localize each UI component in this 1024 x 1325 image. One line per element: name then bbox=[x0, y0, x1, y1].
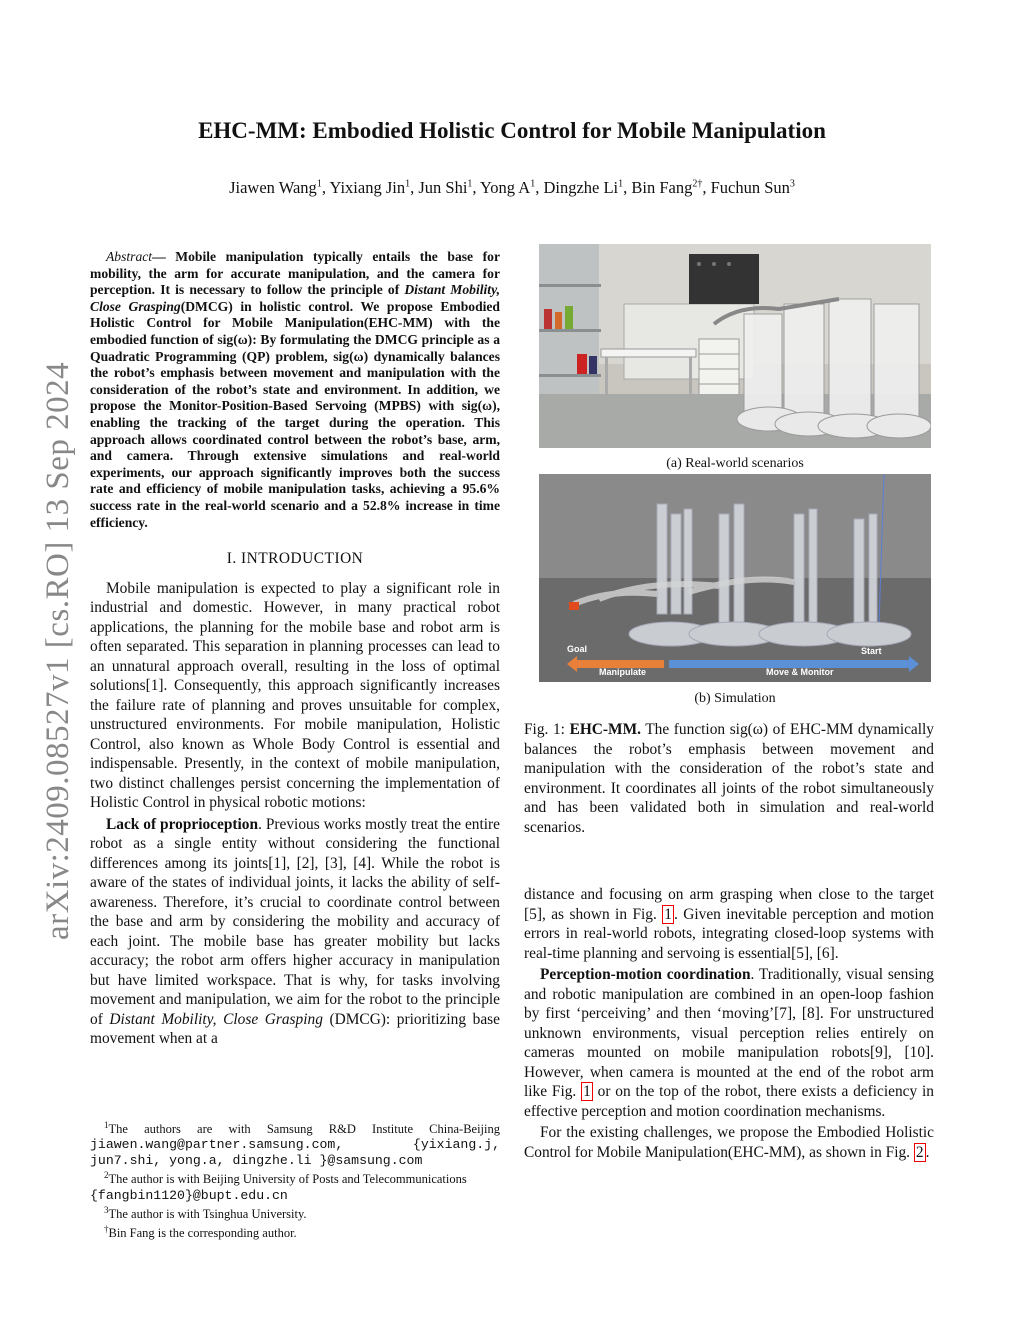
left-column bbox=[90, 249, 500, 1049]
subfigure-a-label: (a) Real-world scenarios bbox=[666, 456, 804, 471]
figure-ref-link[interactable]: 1 bbox=[583, 1083, 591, 1100]
author: Jun Shi bbox=[418, 178, 468, 197]
subfigure-b-label: (b) Simulation bbox=[694, 691, 776, 706]
arxiv-stamp: arXiv:2409.08527v1 [cs.RO] 13 Sep 2024 bbox=[40, 361, 76, 940]
figure-caption: Fig. 1: EHC-MM. The function sig(ω) of EHC-MM dynamically balances the robot’s emphasis between movement and manipulation with the consideration of the robot’s state and environment. It coordinates all joints of the robot simultaneously and has been validated both in simulation and real-world scenarios. bbox=[524, 721, 935, 836]
author: Dingzhe Li bbox=[543, 178, 619, 197]
abstract: Abstract— Mobile manipulation typically entails the base for mobility, the arm for accurate manipulation, and the camera for perception. It is necessary to follow the principle of Distant Mobility, Close Grasping(DMCG) in holistic control. We propose Embodied Holistic Control for Mobile Manipulation(EHC-MM) with the embodied function of sig(ω): By formulating the DMCG principle as a Quadratic Programming (QP) problem, sig(ω) dynamically balances the robot’s emphasis between movement and manipulation with the consideration of the robot’s state and environment. In addition, we propose the Monitor-Position-Based Servoing (MPBS) with sig(ω), enabling the tracking of the target during the operation. This approach allows coordinated control between the robot’s base, arm, and camera. Through extensive simulations and real-world experiments, our approach significantly improves both the success rate and efficiency of mobile manipulation tasks, achieving a 95.6% success rate in the real-world scenario and a 52.8% increase in time efficiency. bbox=[90, 249, 500, 530]
paragraph: Mobile manipulation is expected to play a significant role in industrial and domestic. However, in many practical robot applications, the planning for the mobile base and robot arm is often separated. This separation in planning processes can lead to an unnatural approach overall, resulting in the loss of optimal solutions[1]. Consequently, this approach significantly increases the failure rate of planning and proves unsuitable for complex, unstructured environments. For mobile manipulation, Holistic Control, also known as Whole Body Control is essential and indispensable. Presently, in the context of mobile manipulation, two distinct challenges persist concerning the implementation of Holistic Control in physical robotic motions: bbox=[90, 579, 500, 812]
paper-title: EHC-MM: Embodied Holistic Control for Mobile Manipulation bbox=[198, 118, 826, 143]
footnote: $^2$The author is with Beijing University of Posts and Telecommunications {fangbin1120}@bupt.edu.cn bbox=[90, 1170, 467, 1203]
figure-ref-link[interactable]: 2 bbox=[915, 1143, 924, 1161]
paragraph: For the existing challenges, we propose the Embodied Holistic Control for Mobile Manipulation(EHC-MM), as shown in Fig. 2 . bbox=[524, 1124, 934, 1161]
paragraph: Perception-motion coordination. Traditionally, visual sensing and robotic manipulation are combined in an open-loop fashion by first ‘perceiving’ and then ‘moving’[7], [8]. For unstructured unknown environments, visual perception relies entirely on cameras mounted on mobile manipulation robots[9], [10]. However, when camera is mounted at the end of the robot arm like Fig. 1 or on the top of the robot, there exists a deficiency in effective perception and motion coordination mechanisms. bbox=[524, 966, 934, 1120]
figure-real-world-photo bbox=[539, 244, 931, 448]
author: Fuchun Sun bbox=[710, 178, 790, 197]
footnote: $^1$The authors are with Samsung R&D Institute China-Beijing jiawen.wang@partner.samsung.com, {yixiang.j, jun7.shi, yong.a, dingzhe.li }@samsung.com bbox=[90, 1120, 500, 1168]
real-world-scene bbox=[539, 244, 931, 448]
figure-ref-link[interactable]: 1 bbox=[664, 905, 672, 923]
sim-manipulate-label: Manipulate bbox=[599, 667, 647, 677]
author-list: Jiawen Wang$^1$, Yixiang Jin$^1$, Jun Shi$^1$, Yong $A^1$, Dingzhe Li$^1$, Bin Fang$^{2\dagger}$, Fuchun Sun$^3$ bbox=[229, 178, 795, 197]
footnote: $^3$The author is with Tsinghua University. bbox=[104, 1204, 307, 1221]
section-heading: I. INTRODUCTION bbox=[226, 550, 364, 568]
abstract-label: Abstract bbox=[106, 249, 153, 264]
sim-move-label: Move & Monitor bbox=[766, 667, 834, 677]
figure-simulation bbox=[539, 474, 931, 682]
author: Yong A bbox=[480, 178, 531, 197]
author: Jiawen Wang bbox=[229, 178, 317, 197]
author: Yixiang Jin bbox=[329, 178, 406, 197]
footnote: †Bin Fang is the corresponding author. bbox=[104, 1224, 297, 1241]
footnotes bbox=[90, 1118, 500, 1242]
paragraph: Lack of proprioception. Previous works mostly treat the entire robot as a single entity without considering the functional differences among its joints[1], [2], [3], [4]. While the robot is aware of the states of individual joints, it lacks the ability of self-awareness. Therefore, it’s crucial to coordinate control between the base and arm by considering the mobility and accuracy of each joint. The mobile base has greater mobility but lacks accuracy; the robot arm offers higher accuracy in manipulation but have limited workspace. That is why, for tasks involving movement and manipulation, we aim for the robot to the principle of Distant Mobility, Close Grasping (DMCG): prioritizing base movement when at a bbox=[90, 815, 501, 1048]
paragraph: distance and focusing on arm grasping when close to the target [5], as shown in Fig. 1 . Given inevitable perception and motion errors in real-world robots, integrating closed-loop systems with real-time planning and servoing is essential[5], [6]. bbox=[524, 886, 934, 962]
author: Bin Fang bbox=[631, 178, 693, 197]
right-column bbox=[524, 885, 934, 1162]
sim-goal-label: Goal bbox=[567, 644, 588, 654]
sim-start-label: Start bbox=[861, 646, 882, 656]
